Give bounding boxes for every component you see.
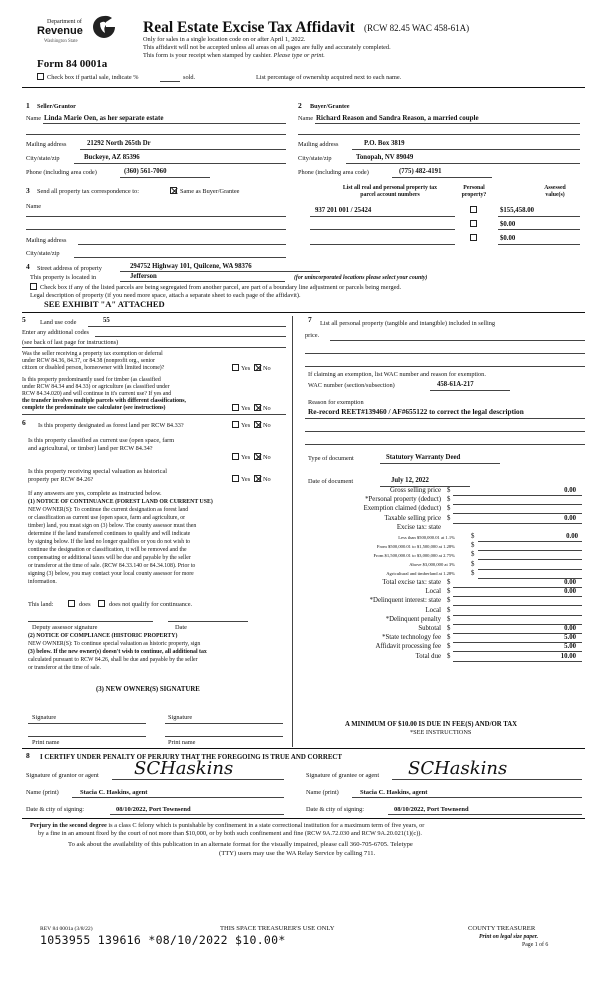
street-label: Street address of property	[37, 265, 102, 272]
tax-total-row-label: *Delinquent interest: state	[369, 597, 441, 605]
yes-label: Yes	[241, 476, 251, 483]
unincorporated-note: (for unincorporated locations please select your county)	[294, 275, 428, 281]
owner-printname-line-1[interactable]	[28, 736, 146, 737]
exemption-question-line2: under RCW 84.36, 84.37, or 84.38 (nonprofit org., senior	[22, 358, 155, 364]
correspondence-text: Send all property tax correspondence to:	[37, 188, 139, 195]
tax-total-row-label: Total excise tax: state	[382, 579, 441, 586]
section-2-number: 2	[298, 101, 302, 110]
grantor-print-name[interactable]: Stacia C. Haskins, agent	[80, 789, 148, 796]
dollar-sign: $	[447, 496, 451, 504]
tax-tier-label: Less than $500,000.01 at 1.1%	[398, 534, 455, 540]
wac-label: WAC number (section/subsection)	[308, 382, 395, 389]
parcel-col3-a: Assessed	[544, 185, 566, 191]
notice-2: This affidavit will not be accepted unless all areas on all pages are fully and accurately completed.	[143, 44, 391, 51]
property-street[interactable]: 294752 Highway 101, Quilcene, WA 98376	[130, 263, 252, 270]
dollar-sign: $	[471, 569, 475, 577]
no-label: No	[263, 405, 271, 412]
tax-row-label: Gross selling price	[390, 487, 441, 494]
section-5-number: 5	[22, 315, 26, 324]
wac-number[interactable]: 458-61A-217	[437, 381, 474, 388]
dollar-sign: $	[447, 597, 451, 605]
forest-no-checkbox[interactable]	[254, 421, 261, 428]
wac-claim-text: If claiming an exemption, list WAC number and reason for exemption.	[308, 371, 486, 378]
certify-statement: I CERTIFY UNDER PENALTY OF PERJURY THAT THE FOREGOING IS TRUE AND CORRECT	[40, 754, 342, 761]
form-citation: (RCW 82.45 WAC 458-61A)	[364, 23, 470, 33]
dollar-sign: $	[447, 643, 451, 651]
exhibit-text[interactable]: SEE EXHIBIT "A" ATTACHED	[44, 299, 165, 309]
same-as-buyer-checkbox[interactable]	[170, 187, 177, 194]
section-7-number: 7	[308, 315, 312, 324]
tax-total-row-label: Local	[425, 606, 441, 614]
seller-heading: Seller/Grantor	[37, 103, 76, 110]
buyer-city[interactable]: Tonopah, NV 89049	[356, 154, 414, 161]
located-label: This property is located in	[30, 274, 97, 281]
same-as-buyer-label: Same as Buyer/Grantee	[180, 188, 240, 195]
tax-total-row-label: *Delinquent penalty	[385, 615, 441, 623]
tax-total-row-value[interactable]: 5.00	[564, 634, 576, 642]
yes-label: Yes	[241, 365, 251, 372]
dollar-sign: $	[471, 542, 475, 550]
tax-total-row-label: Local	[425, 588, 441, 596]
exemption-no-checkbox[interactable]	[254, 364, 261, 371]
personal-property-checkbox[interactable]	[470, 206, 477, 213]
notice-compliance-title: (2) NOTICE OF COMPLIANCE (HISTORIC PROPERTY)	[28, 633, 178, 639]
notice-3: This form is your receipt when stamped by cashier. Please type or print.	[143, 52, 325, 59]
timber-yes-checkbox[interactable]	[232, 404, 239, 411]
dept-line3: Washington State	[44, 39, 78, 44]
grantee-signature-label: Signature of grantee or agent	[306, 772, 380, 779]
segregation-text: Check box if any of the listed parcels are being segregated from another parcel, are part of a boundary line adjustment or parcels being merged.	[40, 284, 402, 291]
grantee-date-city[interactable]: 08/10/2022, Port Townsend	[394, 806, 469, 813]
ownership-text: List percentage of ownership acquired next to each name.	[256, 74, 402, 81]
assessed-value[interactable]: $0.00	[500, 221, 516, 228]
parcel-number[interactable]: 937 201 001 / 25424	[315, 207, 372, 214]
page-number: Page 1 of 6	[522, 942, 549, 948]
grantee-signature[interactable]: SCHaskins	[408, 758, 508, 779]
does-qualify-checkbox[interactable]	[68, 600, 75, 607]
buyer-heading: Buyer/Grantee	[310, 103, 350, 110]
section-6-number: 6	[22, 418, 26, 427]
minimum-due-text: A MINIMUM OF $10.00 IS DUE IN FEE(S) AND/OR TAX	[345, 721, 518, 728]
parcel-number[interactable]	[310, 244, 455, 245]
timber-question-line1: Is this property predominantly used for timber (as classified	[22, 377, 161, 383]
does-label: does	[79, 601, 91, 608]
partial-sale-suffix: sold.	[183, 74, 196, 81]
no-label: No	[263, 365, 271, 372]
dept-line1: Department of	[47, 19, 82, 25]
seller-city[interactable]: Buckeye, AZ 85396	[84, 154, 140, 161]
washington-logo-icon	[92, 14, 116, 40]
grantor-signature-label: Signature of grantor or agent	[26, 772, 99, 779]
perjury-line1: Perjury in the second degree is a class C felony which is punishable by confinement in a state correctional institution for a maximum term of five years, or	[30, 822, 425, 829]
dollar-sign: $	[447, 615, 451, 623]
tax-row-label: *Personal property (deduct)	[365, 496, 441, 504]
dollar-sign: $	[447, 487, 451, 494]
timber-question-line5: complete the predominate use calculator (see instructions)	[22, 405, 166, 411]
seller-phone[interactable]: (360) 561-7060	[124, 168, 167, 175]
header-rule	[22, 87, 585, 88]
seller-mailing[interactable]: 21292 North 265th Dr	[87, 140, 151, 147]
reason-label: Reason for exemption	[308, 399, 364, 406]
section-8-number: 8	[26, 751, 30, 760]
treasurer-space-label: THIS SPACE TREASURER'S USE ONLY	[220, 925, 335, 932]
see-back: (see back of last page for instructions)	[22, 339, 119, 346]
excise-tax-label: Excise tax: state	[396, 523, 441, 531]
exemption-question-line1: Was the seller receiving a property tax exemption or deferral	[22, 351, 163, 357]
deputy-date-label: Date	[175, 624, 187, 631]
owner-signature-label-2: Signature	[168, 714, 193, 721]
owner-printname-line-2[interactable]	[165, 736, 283, 737]
grantee-name-label: Name (print)	[306, 789, 339, 796]
if-yes-instruction: If any answers are yes, complete as instructed below.	[28, 490, 162, 497]
assessed-value[interactable]: $0.00	[500, 235, 516, 242]
tax-total-row-label: Total due	[415, 652, 441, 660]
tax-total-row-label: Affidavit processing fee	[375, 643, 441, 651]
dollar-sign: $	[447, 652, 451, 660]
land-use-label: Land use code	[40, 319, 77, 326]
forest-yes-checkbox[interactable]	[232, 421, 239, 428]
seller-mailing-label: Mailing address	[26, 141, 67, 148]
notice-continuance-title: (1) NOTICE OF CONTINUANCE (FOREST LAND OR CURRENT USE)	[28, 499, 213, 505]
revision-number: REV 84 0001a (3/8/22)	[40, 926, 93, 932]
form-title: Real Estate Excise Tax Affidavit	[143, 19, 355, 36]
see-instructions: *SEE INSTRUCTIONS	[410, 729, 472, 736]
timber-no-checkbox[interactable]	[254, 404, 261, 411]
buyer-phone[interactable]: (775) 482-4191	[399, 168, 442, 175]
yes-label: Yes	[241, 422, 251, 429]
tax-total-row-label: *State technology fee	[382, 634, 441, 642]
personal-property-checkbox[interactable]	[470, 220, 477, 227]
tty-text: (TTY) users may use the WA Relay Service by calling 711.	[219, 850, 376, 857]
dollar-sign: $	[447, 606, 451, 614]
tax-row-value[interactable]: 0.00	[564, 514, 576, 522]
exemption-reason[interactable]: Re-record REET#139460 / AF#655122 to correct the legal description	[308, 407, 524, 416]
owner-signature-line-2[interactable]	[165, 723, 283, 724]
doc-type[interactable]: Statutory Warranty Deed	[386, 454, 461, 461]
dollar-sign: $	[447, 625, 451, 632]
deputy-signature-line[interactable]	[28, 621, 153, 622]
sec3-city-label: City/state/zip	[26, 250, 60, 257]
buyer-city-label: City/state/zip	[298, 155, 332, 162]
historic-question-line1: Is this property receiving special valuation as historical	[28, 468, 168, 475]
deputy-label: Deputy assessor signature	[32, 624, 98, 631]
parcel-number[interactable]	[310, 229, 455, 230]
timber-question-line4: the transfer involves multiple parcels with different classifications,	[22, 398, 186, 404]
personal-property-text-b: price.	[305, 332, 320, 339]
tax-total-row-value[interactable]: 10.00	[560, 652, 576, 660]
buyer-mailing[interactable]: P.O. Box 3819	[364, 140, 405, 147]
owner-signature-line-1[interactable]	[28, 723, 146, 724]
historic-no-checkbox[interactable]	[254, 475, 261, 482]
tax-row-value[interactable]: 0.00	[564, 487, 576, 494]
timber-question-line3: RCW 84.34.020) and will continue in it's current use? If yes and	[22, 391, 172, 397]
seller-name-label: Name	[26, 115, 42, 122]
buyer-mailing-label: Mailing address	[298, 141, 339, 148]
yes-label: Yes	[241, 454, 251, 461]
grantee-date-label: Date & city of signing:	[306, 806, 365, 813]
exemption-yes-checkbox[interactable]	[232, 364, 239, 371]
parcel-col3-b: value(s)	[545, 192, 565, 198]
tax-tier-label: From $1,500,000.01 to $3,000,000 at 2.75%	[373, 552, 455, 558]
alt-format-text: To ask about the availability of this publication in an alternate format for the visually impaired, please call 360-705-6705. Teletype	[68, 841, 413, 848]
dollar-sign: $	[447, 634, 451, 642]
tax-total-row-value[interactable]: 5.00	[564, 643, 576, 651]
parcel-col2-b: property?	[461, 192, 487, 198]
section-4-number: 4	[26, 262, 30, 271]
partial-sale-checkbox[interactable]	[37, 73, 44, 80]
new-owner-signature-title: (3) NEW OWNER(S) SIGNATURE	[96, 686, 200, 693]
grantor-date-label: Date & city of signing:	[26, 806, 85, 813]
yes-label: Yes	[241, 405, 251, 412]
current-use-no-checkbox[interactable]	[254, 453, 261, 460]
timber-question-line2: under RCW 84.34 and 84.33) or agriculture (as classified under	[22, 384, 170, 390]
tax-row-label: Exemption claimed (deduct)	[363, 505, 441, 513]
partial-sale-blank[interactable]	[160, 81, 180, 82]
assessed-value[interactable]: $155,458.00	[500, 207, 534, 214]
doc-type-label: Type of document	[308, 455, 354, 462]
grantor-signature[interactable]: SCHaskins	[134, 758, 234, 779]
property-county[interactable]: Jefferson	[130, 273, 157, 280]
legal-paper-note: Print on legal size paper.	[479, 934, 539, 940]
cashier-stamp: 1053955 139616 *08/10/2022 $10.00*	[40, 933, 286, 947]
parcel-col1-a: List all real and personal property tax	[342, 185, 438, 191]
additional-codes-label: Enter any additional codes	[22, 329, 89, 336]
seller-phone-label: Phone (including area code)	[26, 169, 97, 176]
dollar-sign: $	[471, 551, 475, 559]
tax-tier-label: From $500,000.01 to $1,500,000 at 1.28%	[376, 543, 455, 549]
section-3-number: 3	[26, 186, 30, 195]
exemption-question-line3: citizen or disabled person, homeowner with limited income)?	[22, 365, 165, 371]
grantor-date-city[interactable]: 08/10/2022, Port Townsend	[116, 806, 191, 813]
seller-city-label: City/state/zip	[26, 155, 60, 162]
tax-tier-label: Agricultural and timberland at 1.28%	[386, 571, 455, 577]
owner-printname-label-1: Print name	[32, 739, 60, 746]
dollar-sign: $	[471, 560, 475, 568]
current-use-yes-checkbox[interactable]	[232, 453, 239, 460]
no-label: No	[263, 422, 271, 429]
historic-yes-checkbox[interactable]	[232, 475, 239, 482]
tax-total-row-label: Subtotal	[418, 625, 441, 632]
no-label: No	[263, 476, 271, 483]
buyer-name-label: Name	[298, 115, 314, 122]
dollar-sign: $	[447, 579, 451, 586]
partial-sale-text: Check box if partial sale, indicate %	[47, 74, 139, 81]
personal-property-text: List all personal property (tangible and intangible) included in selling	[320, 320, 496, 327]
form-number: Form 84 0001a	[37, 58, 108, 70]
personal-property-checkbox[interactable]	[470, 234, 477, 241]
current-use-question-line1: Is this property classified as current use (open space, farm	[28, 437, 175, 444]
does-not-qualify-checkbox[interactable]	[98, 600, 105, 607]
legal-description-text: Legal description of property (if you need more space, attach a separate sheet to each page of the affidavit).	[30, 292, 301, 299]
county-treasurer-label: COUNTY TREASURER	[468, 925, 536, 932]
dollar-sign: $	[447, 505, 451, 513]
dollar-sign: $	[447, 588, 451, 596]
owner-printname-label-2: Print name	[168, 739, 196, 746]
dollar-sign: $	[471, 533, 475, 540]
owner-signature-label-1: Signature	[32, 714, 57, 721]
sec3-name-label: Name	[26, 203, 42, 210]
tax-row-label: Taxable selling price	[384, 514, 441, 522]
this-land-label: This land:	[28, 601, 54, 608]
parcel-col2-a: Personal	[463, 185, 485, 191]
dept-line2: Revenue	[37, 25, 83, 37]
sec3-mailing-label: Mailing address	[26, 237, 67, 244]
no-label: No	[263, 454, 271, 461]
tax-tier-label: Above $3,000,000 at 3%	[409, 562, 455, 568]
notice-1: Only for sales in a single location code on or after April 1, 2022.	[143, 36, 306, 43]
current-use-question-line2: and agricultural, or timber) land per RCW 84.34?	[28, 445, 153, 452]
does-not-label: does not qualify for continuance.	[109, 601, 193, 608]
segregation-checkbox[interactable]	[30, 283, 37, 290]
doc-date-label: Date of document	[308, 478, 354, 485]
dollar-sign: $	[447, 514, 451, 522]
doc-date[interactable]: July 12, 2022	[391, 477, 429, 484]
grantor-name-label: Name (print)	[26, 789, 59, 796]
historic-question-line2: property per RCW 84.26?	[28, 476, 94, 483]
buyer-phone-label: Phone (including area code)	[298, 169, 369, 176]
parcel-col1-b: parcel account numbers	[360, 192, 420, 198]
tax-total-row-value[interactable]: 0.00	[564, 579, 576, 586]
deputy-date-line[interactable]	[168, 621, 248, 622]
forest-question: Is this property designated as forest land per RCW 84.33?	[38, 422, 184, 429]
buyer-name[interactable]: Richard Reason and Sandra Reason, a married couple	[316, 114, 479, 122]
tax-total-row-value[interactable]: 0.00	[564, 588, 576, 596]
grantee-print-name[interactable]: Stacia C. Haskins, agent	[360, 789, 428, 796]
land-use-code[interactable]: 55	[103, 317, 110, 324]
tax-tier-value[interactable]: 0.00	[566, 533, 578, 540]
tax-total-row-value[interactable]: 0.00	[564, 625, 576, 632]
perjury-line2: by a fine in an amount fixed by the court of not more than $10,000, or by both such confinement and fine (RCW 9A.72.030 and RCW 9A.20.021(1)(c)).	[38, 830, 422, 837]
seller-name[interactable]: Linda Marie Oen, as her separate estate	[44, 114, 164, 122]
section-1-number: 1	[26, 101, 30, 110]
